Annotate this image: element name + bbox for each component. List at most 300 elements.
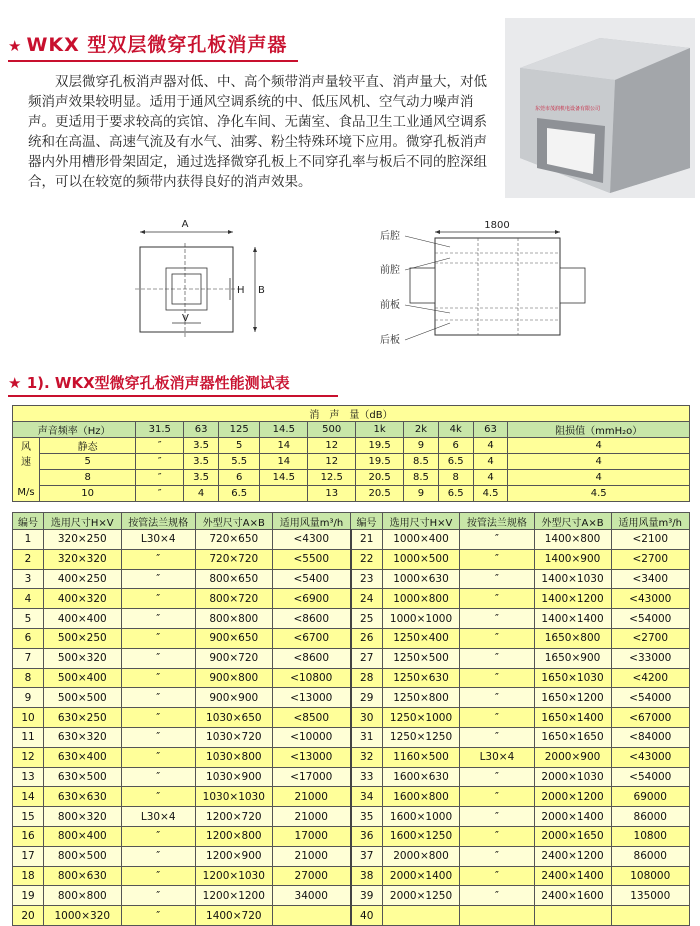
table-cell: 37: [351, 846, 383, 866]
table-cell: ″: [121, 727, 195, 747]
table-cell: 800×720: [195, 589, 272, 609]
table-cell: 28: [351, 668, 383, 688]
star-icon: ★: [8, 374, 22, 392]
table-cell: 1030×650: [195, 708, 272, 728]
table-cell: 34: [351, 787, 383, 807]
table-cell: 1250×1000: [382, 708, 460, 728]
table-cell: 1200×800: [195, 826, 272, 846]
table-cell: 135000: [611, 886, 689, 906]
table-cell: 2400×1600: [534, 886, 611, 906]
table-cell: ″: [460, 648, 534, 668]
spec-header-cell: 选用尺寸H×V: [382, 513, 460, 530]
table-cell: 3: [13, 569, 44, 589]
table-cell: 1250×400: [382, 628, 460, 648]
table-cell: 1650×1030: [534, 668, 611, 688]
table-cell: 5: [13, 609, 44, 629]
table-cell: 2000×1650: [534, 826, 611, 846]
table-cell: 400×400: [44, 609, 122, 629]
table-cell: 32: [351, 747, 383, 767]
dim-a-label: A: [181, 219, 189, 230]
table-cell: ″: [460, 826, 534, 846]
perf-cell: [260, 486, 308, 502]
table-cell: 25: [351, 609, 383, 629]
table-cell: 1000×800: [382, 589, 460, 609]
perf-cell: 5: [219, 438, 260, 454]
table-cell: 6: [13, 628, 44, 648]
perf-speed: 静态: [40, 438, 136, 454]
perf-cell: ″: [136, 486, 184, 502]
table-cell: 1600×800: [382, 787, 460, 807]
table-cell: 1000×1000: [382, 609, 460, 629]
table-cell: 1030×800: [195, 747, 272, 767]
perf-cell: 4.5: [508, 486, 690, 502]
perf-cell: 9: [404, 486, 439, 502]
table-cell: <10800: [272, 668, 350, 688]
table-cell: 86000: [611, 807, 689, 827]
table-cell: 1600×1000: [382, 807, 460, 827]
table-cell: 320×250: [44, 530, 122, 550]
table-cell: 31: [351, 727, 383, 747]
table-cell: 1000×320: [44, 906, 122, 926]
perf-cell: 20.5: [356, 470, 404, 486]
table-cell: 27: [351, 648, 383, 668]
table-cell: 1000×500: [382, 549, 460, 569]
perf-cell: 4.5: [473, 486, 508, 502]
table-cell: ″: [460, 787, 534, 807]
table-cell: 400×320: [44, 589, 122, 609]
table-cell: 1400×1030: [534, 569, 611, 589]
perf-cell: 4: [473, 470, 508, 486]
table-cell: [460, 906, 534, 926]
perf-cell: ″: [136, 470, 184, 486]
table-cell: <54000: [611, 609, 689, 629]
perf-cell: 6.5: [438, 486, 473, 502]
table-cell: 2000×1200: [534, 787, 611, 807]
table-cell: 2000×1250: [382, 886, 460, 906]
table-cell: 7: [13, 648, 44, 668]
table-row: [13, 648, 690, 668]
table-cell: 500×500: [44, 688, 122, 708]
table-cell: 1000×630: [382, 569, 460, 589]
table-cell: 1200×1030: [195, 866, 272, 886]
perf-cell: 8.5: [404, 470, 439, 486]
table-cell: ″: [121, 886, 195, 906]
page-title-text: WKX 型双层微穿孔板消声器: [26, 34, 288, 56]
spec-header-cell: 外型尺寸A×B: [534, 513, 611, 530]
table-row: [13, 906, 690, 926]
table-cell: 800×800: [44, 886, 122, 906]
table-cell: ″: [460, 708, 534, 728]
table-cell: [611, 906, 689, 926]
perf-cell: 8.5: [404, 454, 439, 470]
table-cell: <4200: [611, 668, 689, 688]
dim-b-label: B: [258, 285, 265, 296]
table-cell: 21: [351, 530, 383, 550]
table-row: [13, 549, 690, 569]
table-cell: 1250×630: [382, 668, 460, 688]
perf-freq: 63: [184, 422, 219, 438]
table-cell: L30×4: [460, 747, 534, 767]
table-cell: ″: [121, 708, 195, 728]
table-cell: 720×720: [195, 549, 272, 569]
table-cell: 800×630: [44, 866, 122, 886]
table-cell: 1400×900: [534, 549, 611, 569]
table-row: [13, 807, 690, 827]
table-cell: 1650×1400: [534, 708, 611, 728]
table-cell: 10: [13, 708, 44, 728]
table-cell: 22: [351, 549, 383, 569]
perf-cell: 3.5: [184, 470, 219, 486]
intro-text: [28, 72, 493, 192]
spec-header-cell: 按管法兰规格: [121, 513, 195, 530]
title-underline: [8, 60, 298, 62]
table-cell: 800×320: [44, 807, 122, 827]
table-cell: 1000×400: [382, 530, 460, 550]
table-cell: ″: [460, 886, 534, 906]
table-cell: 630×400: [44, 747, 122, 767]
table-cell: 1400×800: [534, 530, 611, 550]
table-cell: 1200×720: [195, 807, 272, 827]
table-cell: <8600: [272, 609, 350, 629]
perf-cell: 4: [473, 438, 508, 454]
table-cell: 500×250: [44, 628, 122, 648]
spec-header-cell: 适用风量m³/h: [272, 513, 350, 530]
table-row: [13, 886, 690, 906]
table-cell: 38: [351, 866, 383, 886]
spec-table-header: [13, 513, 690, 530]
table-row: [13, 787, 690, 807]
table-row: [13, 609, 690, 629]
table-cell: 13: [13, 767, 44, 787]
table-row: [13, 668, 690, 688]
side-label-1: 风: [21, 441, 31, 453]
table-cell: <5500: [272, 549, 350, 569]
table-cell: 1400×720: [195, 906, 272, 926]
table-cell: 2: [13, 549, 44, 569]
table-cell: 36: [351, 826, 383, 846]
table-cell: 720×650: [195, 530, 272, 550]
dim-v-label: V: [182, 313, 189, 324]
table-cell: ″: [460, 569, 534, 589]
table-cell: 630×250: [44, 708, 122, 728]
table-cell: <13000: [272, 688, 350, 708]
perf-cell: 13: [308, 486, 356, 502]
photo-label: 东莞市茂润机电设备有限公司: [535, 106, 601, 112]
perf-speed: 5: [40, 454, 136, 470]
table-cell: 16: [13, 826, 44, 846]
table-cell: 21000: [272, 807, 350, 827]
product-photo: [505, 18, 695, 198]
dim-length-label: 1800: [484, 220, 510, 231]
perf-cell: 4: [508, 470, 690, 486]
perf-cell: 12: [308, 438, 356, 454]
spec-header-cell: 按管法兰规格: [460, 513, 534, 530]
perf-cell: 6: [219, 470, 260, 486]
spec-header-cell: 适用风量m³/h: [611, 513, 689, 530]
performance-table: [12, 405, 690, 502]
table-cell: 2400×1400: [534, 866, 611, 886]
perf-cell: 12: [308, 454, 356, 470]
section-underline: [8, 395, 338, 397]
table-cell: 24: [351, 589, 383, 609]
perf-cell: 12.5: [308, 470, 356, 486]
table-cell: ″: [460, 589, 534, 609]
table-cell: <67000: [611, 708, 689, 728]
table-cell: ″: [121, 569, 195, 589]
table-cell: 1650×1200: [534, 688, 611, 708]
table-cell: <43000: [611, 747, 689, 767]
table-cell: 630×320: [44, 727, 122, 747]
perf-cell: 20.5: [356, 486, 404, 502]
perf-cell: 6.5: [219, 486, 260, 502]
perf-cell: 4: [473, 454, 508, 470]
table-cell: 27000: [272, 866, 350, 886]
table-cell: ″: [121, 846, 195, 866]
perf-cell: 14: [260, 454, 308, 470]
table-cell: 1400×1400: [534, 609, 611, 629]
table-cell: 500×400: [44, 668, 122, 688]
table-cell: <2700: [611, 549, 689, 569]
table-cell: 800×650: [195, 569, 272, 589]
perf-freq: 14.5: [260, 422, 308, 438]
table-cell: 1250×1250: [382, 727, 460, 747]
table-row: [13, 569, 690, 589]
table-cell: 900×800: [195, 668, 272, 688]
table-cell: 400×250: [44, 569, 122, 589]
table-cell: 17: [13, 846, 44, 866]
intro-paragraph: 双层微穿孔板消声器对低、中、高个频带消声量较平直、消声量大，对低频消声效果较明显。适用于通风空调系统的中、低压风机、空气动力噪声消声。更适用于要求较高的宾馆、净化车间、无菌室、食品卫生工业通风空调系统和在高温、高速气流及有水气、油雾、粉尘特殊环境下应用。微穿孔板消声器内外用槽形骨架固定，通过选择微穿孔板上不同穿孔率与板后不同的腔深组合，可以在较宽的频带内获得良好的消声效果。: [28, 74, 487, 190]
perf-speed: 10: [40, 486, 136, 502]
table-cell: 900×650: [195, 628, 272, 648]
table-cell: <13000: [272, 747, 350, 767]
table-row: [13, 708, 690, 728]
table-cell: 900×900: [195, 688, 272, 708]
table-cell: ″: [121, 668, 195, 688]
label-rear-plate: 后板: [380, 335, 400, 346]
table-cell: 1400×1200: [534, 589, 611, 609]
table-cell: ″: [460, 866, 534, 886]
table-cell: ″: [460, 609, 534, 629]
spec-table-body: [13, 530, 690, 926]
table-cell: ″: [121, 648, 195, 668]
perf-freq: 4k: [438, 422, 473, 438]
table-cell: 69000: [611, 787, 689, 807]
table-row: [13, 826, 690, 846]
table-cell: ″: [460, 846, 534, 866]
table-cell: 800×400: [44, 826, 122, 846]
table-cell: 11: [13, 727, 44, 747]
table-cell: ″: [121, 787, 195, 807]
table-cell: ″: [460, 688, 534, 708]
perf-freq: 阻损值（mmH₂o）: [508, 422, 690, 438]
page-title: [8, 30, 287, 57]
perf-freq-label: 声音频率（Hz）: [13, 422, 136, 438]
table-cell: 23: [351, 569, 383, 589]
perf-cell: 3.5: [184, 438, 219, 454]
label-front-cavity: 前腔: [380, 265, 400, 276]
table-cell: 1650×800: [534, 628, 611, 648]
perf-cell: 14.5: [260, 470, 308, 486]
spec-header-cell: 选用尺寸H×V: [44, 513, 122, 530]
table-row: [13, 767, 690, 787]
table-cell: 900×720: [195, 648, 272, 668]
table-cell: <84000: [611, 727, 689, 747]
table-cell: ″: [121, 549, 195, 569]
dim-h-label: H: [237, 285, 245, 296]
table-cell: ″: [121, 688, 195, 708]
table-cell: [382, 906, 460, 926]
table-row: [13, 846, 690, 866]
spec-table: [12, 512, 690, 926]
table-cell: ″: [460, 807, 534, 827]
table-cell: 21000: [272, 787, 350, 807]
table-cell: L30×4: [121, 807, 195, 827]
table-cell: ″: [460, 628, 534, 648]
table-cell: <5400: [272, 569, 350, 589]
perf-cell: 19.5: [356, 454, 404, 470]
table-cell: 1030×900: [195, 767, 272, 787]
dimension-diagram: [130, 205, 600, 360]
perf-cell: 19.5: [356, 438, 404, 454]
table-cell: 320×320: [44, 549, 122, 569]
table-cell: 2000×1400: [534, 807, 611, 827]
table-cell: <33000: [611, 648, 689, 668]
table-cell: 40: [351, 906, 383, 926]
table-cell: ″: [121, 826, 195, 846]
section-title: [8, 372, 290, 393]
table-cell: <10000: [272, 727, 350, 747]
table-cell: <2100: [611, 530, 689, 550]
table-cell: 29: [351, 688, 383, 708]
table-cell: 8: [13, 668, 44, 688]
perf-speed: 8: [40, 470, 136, 486]
table-cell: ″: [121, 866, 195, 886]
table-cell: 12: [13, 747, 44, 767]
perf-side-label: [13, 438, 40, 502]
table-cell: 1200×900: [195, 846, 272, 866]
table-cell: 30: [351, 708, 383, 728]
perf-cell: 9: [404, 438, 439, 454]
perf-cell: ″: [136, 438, 184, 454]
spec-header-cell: 编号: [351, 513, 383, 530]
side-label-3: M/s: [17, 486, 35, 498]
table-cell: 1200×1200: [195, 886, 272, 906]
table-cell: 1650×1650: [534, 727, 611, 747]
perf-cell: 3.5: [184, 454, 219, 470]
section-title-text: 1). WKX型微穿孔板消声器性能测试表: [26, 374, 290, 392]
table-row: [13, 530, 690, 550]
perf-freq: 1k: [356, 422, 404, 438]
table-row: [13, 866, 690, 886]
table-cell: 800×800: [195, 609, 272, 629]
side-label-2: 速: [21, 456, 31, 468]
table-cell: <6700: [272, 628, 350, 648]
table-row: [13, 628, 690, 648]
table-cell: 21000: [272, 846, 350, 866]
table-cell: <6900: [272, 589, 350, 609]
perf-cell: 6: [438, 438, 473, 454]
table-cell: <2700: [611, 628, 689, 648]
perf-freq: 125: [219, 422, 260, 438]
perf-freq: 500: [308, 422, 356, 438]
table-cell: [272, 906, 350, 926]
table-cell: 630×630: [44, 787, 122, 807]
table-cell: ″: [121, 609, 195, 629]
table-cell: 2000×1030: [534, 767, 611, 787]
table-cell: [534, 906, 611, 926]
table-cell: ″: [460, 727, 534, 747]
table-cell: 1650×900: [534, 648, 611, 668]
table-cell: ″: [121, 767, 195, 787]
front-view: [135, 219, 265, 337]
table-cell: 800×500: [44, 846, 122, 866]
perf-cell: 5.5: [219, 454, 260, 470]
table-cell: <54000: [611, 767, 689, 787]
table-row: [13, 589, 690, 609]
perf-cell: 4: [184, 486, 219, 502]
table-cell: <3400: [611, 569, 689, 589]
table-cell: 19: [13, 886, 44, 906]
table-cell: ″: [460, 668, 534, 688]
spec-header-cell: 外型尺寸A×B: [195, 513, 272, 530]
side-view: [380, 220, 585, 346]
table-cell: <4300: [272, 530, 350, 550]
table-cell: 35: [351, 807, 383, 827]
table-cell: 1030×720: [195, 727, 272, 747]
perf-freq: 2k: [404, 422, 439, 438]
label-rear-cavity: 后腔: [380, 231, 400, 242]
table-cell: 34000: [272, 886, 350, 906]
table-cell: L30×4: [121, 530, 195, 550]
table-cell: ″: [121, 589, 195, 609]
table-cell: 1600×630: [382, 767, 460, 787]
perf-cell: 8: [438, 470, 473, 486]
table-cell: 20: [13, 906, 44, 926]
table-row: [13, 747, 690, 767]
perf-cell: 4: [508, 454, 690, 470]
table-cell: 33: [351, 767, 383, 787]
table-cell: 500×320: [44, 648, 122, 668]
table-cell: 14: [13, 787, 44, 807]
star-icon: ★: [8, 37, 23, 55]
table-cell: ″: [121, 906, 195, 926]
table-cell: ″: [460, 549, 534, 569]
table-cell: <8500: [272, 708, 350, 728]
table-cell: <17000: [272, 767, 350, 787]
table-cell: 1030×1030: [195, 787, 272, 807]
table-cell: 1250×800: [382, 688, 460, 708]
table-cell: 2000×800: [382, 846, 460, 866]
table-cell: 18: [13, 866, 44, 886]
table-row: [13, 727, 690, 747]
perf-cell: 6.5: [438, 454, 473, 470]
table-cell: 1160×500: [382, 747, 460, 767]
table-cell: 108000: [611, 866, 689, 886]
label-front-plate: 前板: [380, 300, 400, 311]
perf-cell: 14: [260, 438, 308, 454]
table-cell: 86000: [611, 846, 689, 866]
spec-header-cell: 编号: [13, 513, 44, 530]
table-cell: 1: [13, 530, 44, 550]
perf-cell: ″: [136, 454, 184, 470]
perf-cell: 4: [508, 438, 690, 454]
table-cell: 10800: [611, 826, 689, 846]
table-row: [13, 688, 690, 708]
perf-top-header: 消 声 量（dB）: [13, 406, 690, 422]
table-cell: 15: [13, 807, 44, 827]
table-cell: 630×500: [44, 767, 122, 787]
table-cell: 9: [13, 688, 44, 708]
